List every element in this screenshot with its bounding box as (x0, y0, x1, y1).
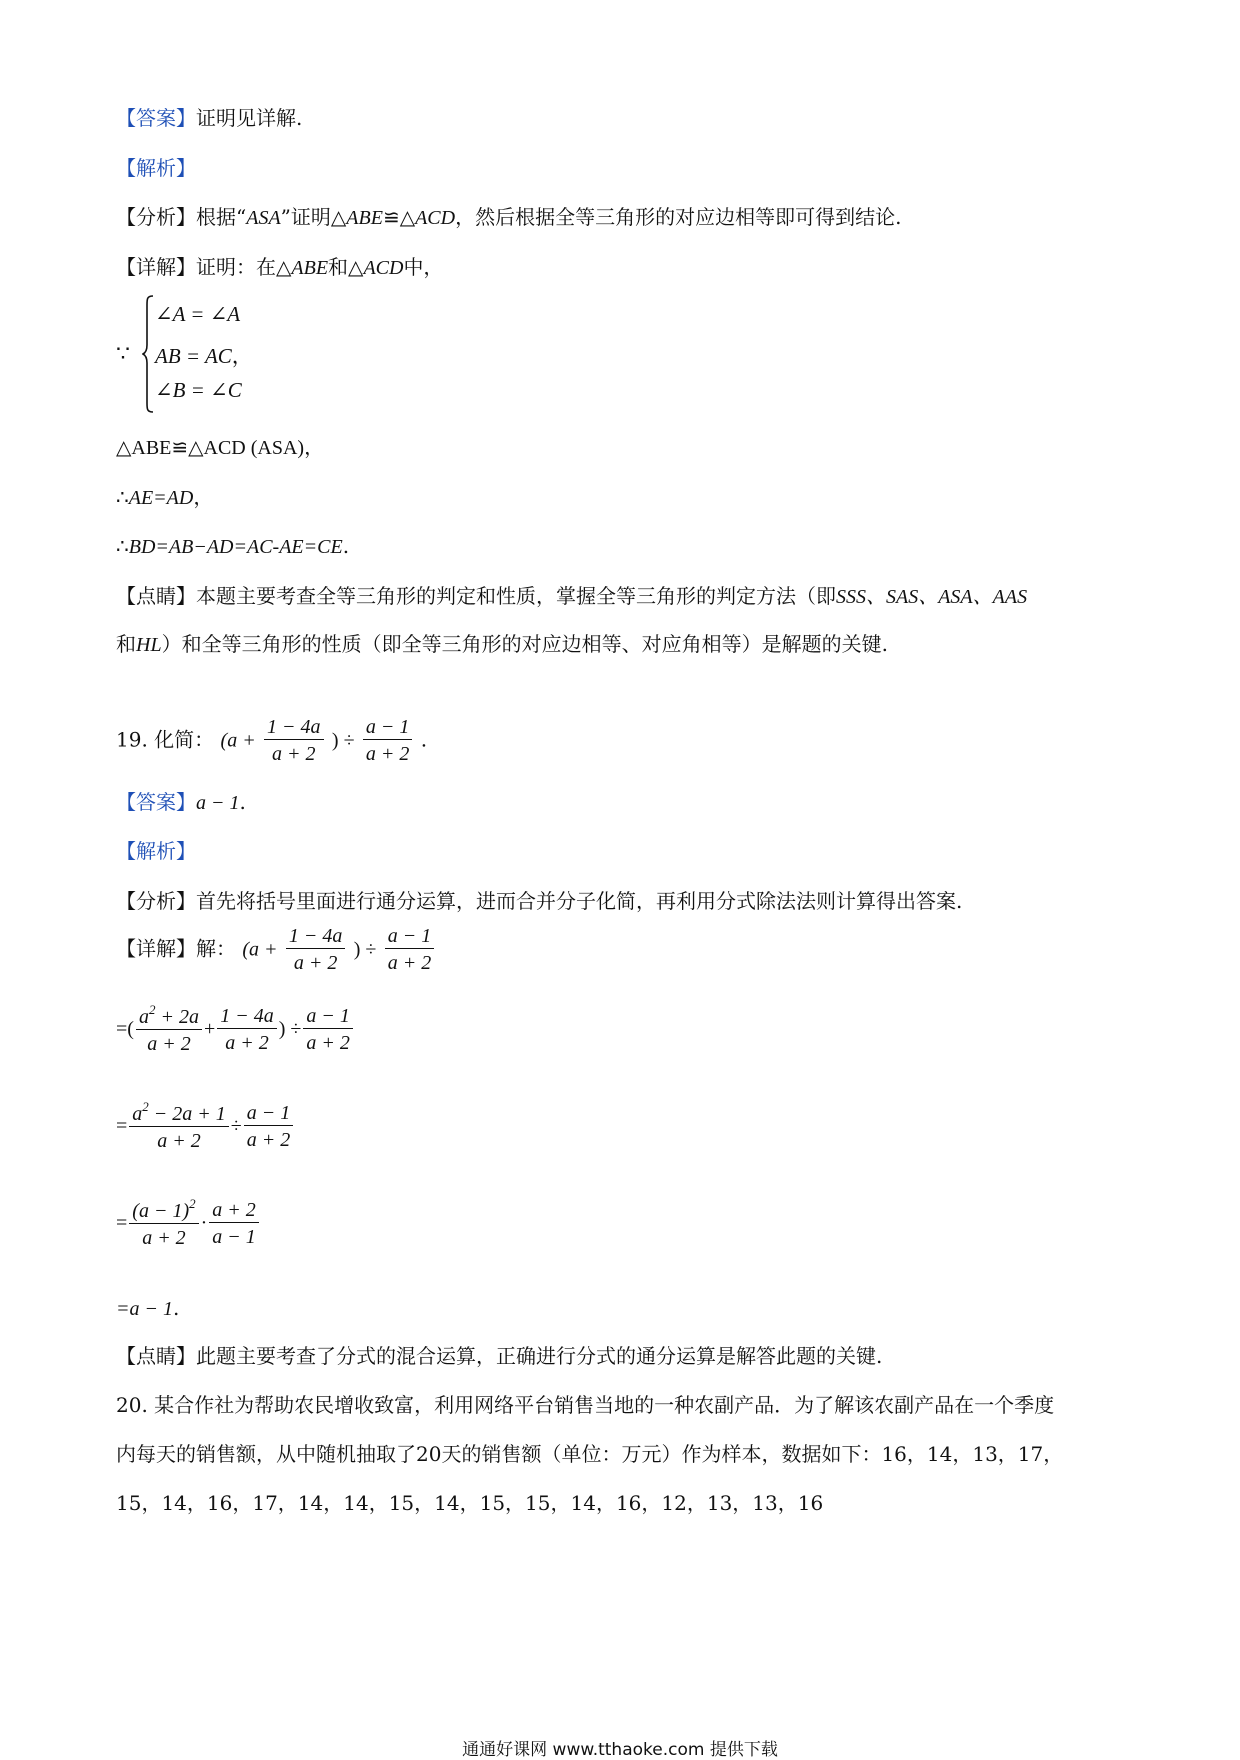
fraction-denominator: a + 2 (293, 952, 338, 974)
exponent-2: 2 (189, 1196, 196, 1211)
fraction-denominator: a + 2 (147, 1033, 191, 1055)
detail-tag: 【详解】 (116, 936, 196, 961)
fraction-numerator: 1 − 4a (286, 925, 346, 949)
step-1-close: ) ÷ (278, 1018, 302, 1040)
detail-acd: ACD (363, 257, 404, 279)
fenxi-text: 根据“ (196, 205, 247, 229)
q18-detail-line (116, 257, 443, 278)
step-1-fraction-2 (217, 1005, 277, 1055)
page-footer: 通通好课网 www.tthaoke.com 提供下载 (462, 1740, 778, 1760)
fraction-numerator: a − 1 (363, 716, 413, 740)
answer-math: a − 1 (196, 792, 240, 814)
system-eq-2-text: AB = AC (155, 344, 232, 368)
q18-conclusion-3 (116, 536, 349, 557)
step-2-fraction-2 (244, 1102, 294, 1152)
q19-fraction-2 (363, 716, 413, 766)
fenxi-tag: 【分析】 (116, 205, 196, 229)
q19-expr-open: (a + (220, 729, 256, 752)
numerator-base: (a − 1) (132, 1200, 190, 1222)
step-1-fraction-3 (303, 1005, 353, 1055)
step-2-divide: ÷ (230, 1115, 242, 1137)
q19-number: 19. (116, 727, 148, 752)
step-4-expr: =a − 1 (116, 1298, 173, 1320)
q19-analysis-line (116, 841, 196, 861)
left-brace (142, 295, 154, 413)
fraction-numerator: a − 1 (244, 1102, 294, 1126)
q18-conclusion-2 (116, 487, 213, 508)
q19-step-2 (116, 1100, 295, 1153)
exponent-2: 2 (148, 1002, 156, 1017)
detail-fraction-2 (385, 925, 435, 975)
system-eq-1: ∠A = ∠A (155, 302, 241, 326)
fenxi-asa: ASA (246, 207, 281, 229)
q19-dianjing-line (116, 1346, 882, 1366)
q18-analysis-line (116, 158, 196, 178)
fraction-numerator: a + 2 (209, 1199, 259, 1223)
q18-dianjing-line-2 (116, 634, 888, 655)
fraction-denominator: a + 2 (272, 743, 316, 765)
therefore-symbol: ∴ (116, 485, 129, 509)
conclusion-3-end: . (342, 534, 350, 558)
q19-step-4 (116, 1298, 179, 1319)
answer-tag: 【答案】 (116, 790, 196, 814)
analysis-tag: 【解析】 (116, 839, 196, 863)
fraction-numerator: $a^2 + 2a$ (136, 1003, 202, 1030)
fenxi-acd: ACD (415, 207, 456, 229)
conclusion-2-expr: AE=AD (128, 487, 194, 509)
answer-text: 证明见详解. (196, 106, 303, 130)
system-eq-2-comma: ， (231, 344, 253, 368)
q20-line-1: 20. 某合作社为帮助农民增收致富，利用网络平台销售当地的一种农副产品．为了解该农副产品在一个季度 (116, 1393, 1055, 1417)
q19-expr-close: ) ÷ (331, 729, 355, 752)
detail-expr-close: ) ÷ (353, 938, 377, 961)
fenxi-abe: ABE (346, 207, 383, 229)
step-3-fraction-1 (129, 1197, 198, 1250)
q18-fenxi-line (116, 207, 901, 228)
answer-period: . (239, 790, 246, 814)
fraction-denominator: a + 2 (246, 1128, 291, 1151)
conclusion-3-expr: BD=AB−AD=AC-AE=CE (128, 536, 343, 558)
fraction-denominator: a + 2 (225, 1031, 269, 1054)
dianjing-hl: HL (136, 634, 162, 656)
fraction-denominator: a + 2 (157, 1130, 201, 1152)
fraction-numerator: $a^2 - 2a + 1$ (129, 1100, 229, 1127)
fraction-numerator: a − 1 (385, 925, 435, 949)
fraction-denominator: a + 2 (306, 1031, 350, 1054)
dianjing-text: ）和全等三角形的性质（即全等三角形的对应边相等、对应角相等）是解题的关键. (161, 632, 888, 656)
step-2-fraction-1 (129, 1100, 229, 1153)
fraction-denominator: a − 1 (212, 1225, 256, 1248)
step-4-period: . (173, 1296, 180, 1320)
analysis-tag: 【解析】 (116, 156, 196, 180)
q19-prompt: 化简： (154, 727, 215, 752)
detail-fraction-1 (286, 925, 346, 975)
fenxi-tag: 【分析】 (116, 889, 196, 913)
fraction-denominator: a + 2 (387, 952, 432, 974)
q19-detail-line (116, 925, 436, 975)
detail-text: 和△ (328, 255, 364, 279)
q20-line-3: 15，14，16，17，14，14，15，14，15，15，14，16，12，13，13，16 (116, 1491, 824, 1515)
fenxi-text: ”证明△ (280, 205, 347, 229)
fraction-denominator: a + 2 (142, 1227, 186, 1249)
fraction-denominator: a + 2 (365, 743, 410, 765)
step-3-eq: = (116, 1212, 128, 1234)
q19-step-1 (116, 1003, 355, 1056)
step-1-plus: + (203, 1018, 216, 1040)
q18-conclusion-1: △ABE≌△ACD (ASA)， (116, 437, 325, 459)
answer-tag: 【答案】 (116, 106, 196, 130)
dianjing-methods: SSS、SAS、ASA、AAS (836, 586, 1028, 608)
q19-fraction-1 (264, 716, 324, 766)
therefore-symbol: ∴ (116, 534, 129, 558)
numerator-rest: 2a (178, 1006, 199, 1028)
detail-abe: ABE (291, 257, 329, 279)
because-symbol: ∵ (116, 342, 130, 367)
fraction-numerator: a − 1 (303, 1005, 353, 1029)
detail-text: 证明：在△ (196, 255, 292, 279)
dianjing-tag: 【点睛】 (116, 1344, 196, 1368)
detail-expr-open: (a + (242, 938, 278, 961)
step-1-fraction-1 (136, 1003, 202, 1056)
system-eq-3: ∠B = ∠C (155, 378, 242, 402)
q19-problem-line (116, 716, 427, 766)
detail-text: 中， (403, 255, 444, 279)
fenxi-text: ，然后根据全等三角形的对应边相等即可得到结论. (455, 205, 902, 229)
dianjing-text: 和 (116, 632, 136, 656)
detail-prefix: 解： (196, 936, 236, 961)
q20-line-2: 内每天的销售额，从中随机抽取了20天的销售额（单位：万元）作为样本，数据如下：16，14，13，17， (116, 1442, 1064, 1466)
fraction-numerator (129, 1197, 198, 1224)
q19-answer-line (116, 792, 246, 813)
step-3-fraction-2 (209, 1199, 259, 1249)
dianjing-tag: 【点睛】 (116, 584, 196, 608)
q19-step-3 (116, 1197, 261, 1250)
q18-dianjing-line-1 (116, 586, 1027, 607)
step-3-times: · (200, 1212, 208, 1234)
step-1-open: =( (116, 1018, 134, 1040)
q19-fenxi-line (116, 891, 962, 911)
dianjing-text: 此题主要考查了分式的混合运算，正确进行分式的通分运算是解答此题的关键. (196, 1344, 883, 1368)
conclusion-2-end: ， (193, 485, 214, 509)
fenxi-cong: ≌△ (382, 205, 416, 229)
fraction-numerator: 1 − 4a (217, 1005, 277, 1029)
fenxi-text: 首先将括号里面进行通分运算，进而合并分子化简，再利用分式除法法则计算得出答案. (196, 889, 963, 913)
fraction-numerator: 1 − 4a (264, 716, 324, 740)
q19-period: . (420, 727, 428, 752)
dianjing-text: 本题主要考查全等三角形的判定和性质，掌握全等三角形的判定方法（即 (196, 584, 836, 608)
step-2-eq: = (116, 1115, 128, 1137)
detail-tag: 【详解】 (116, 255, 196, 279)
q18-answer-line (116, 108, 302, 128)
exponent-2: 2 (142, 1099, 149, 1114)
system-eq-2 (155, 340, 253, 370)
numerator-rest: 2a + 1 (172, 1103, 226, 1125)
